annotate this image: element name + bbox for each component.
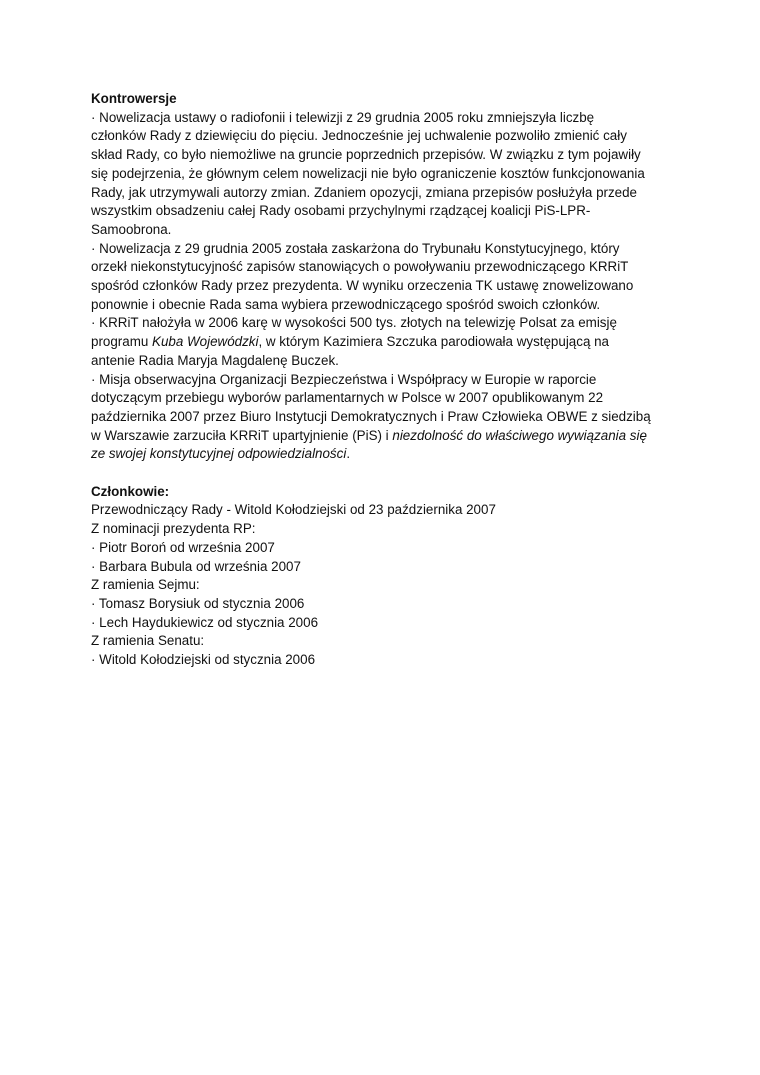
paragraph-osce	[91, 371, 651, 465]
member-line: · Lech Haydukiewicz od stycznia 2006	[91, 614, 319, 630]
member-line: · Witold Kołodziejski od stycznia 2006	[91, 652, 316, 668]
member-line: · Piotr Boroń od września 2007	[91, 539, 275, 555]
paragraph-tribunal: · Nowelizacja z 29 grudnia 2005 została zaskarżona do Trybunału Konstytucyjnego, który orzekł niekonstytucyjność zapisów stanowiących o powoływaniu przewodniczącego KRRiT spośród członków Rady przez prezydenta. W wyniku orzeczenia TK ustawę znowelizowano ponownie i obecnie Rada sama wybiera przewodniczącego spośród swoich członków.	[91, 240, 634, 312]
section-controversies	[91, 90, 651, 464]
program-title: Kuba Wojewódzki	[152, 334, 259, 350]
member-line: · Barbara Bubula od września 2007	[91, 558, 301, 574]
paragraph-osce-text-1: · Misja obserwacyjna Organizacji Bezpieczeństwa i Współpracy w Europie w raporcie dotyczącym przebiegu wyborów parlamentarnych w Polsce w 2007 opublikowanym 22 października 2007 przez Biuro Instytucji Demokratycznych i Praw Człowieka OBWE z siedzibą w Warszawie zarzuciła KRRiT upartyjnienie (PiS) i	[91, 371, 651, 443]
document-body	[91, 90, 651, 670]
member-line: · Tomasz Borysiuk od stycznia 2006	[91, 595, 305, 611]
section-heading-members: Członkowie:	[91, 483, 170, 499]
paragraph-osce-text-2: .	[346, 446, 351, 462]
member-line: Z nominacji prezydenta RP:	[91, 521, 256, 537]
paragraph-fine-text-1: · KRRiT nałożyła w 2006 karę w wysokości 500 tys. złotych na telewizję Polsat za emisję programu	[91, 315, 617, 350]
section-members	[91, 483, 651, 670]
paragraph-fine-text-2: , w którym Kazimiera Szczuka parodiowała występującą na antenie Radia Maryja Magdalenę Buczek.	[91, 334, 610, 368]
paragraph-amendment: · Nowelizacja ustawy o radiofonii i telewizji z 29 grudnia 2005 roku zmniejszyła liczbę członków Rady z dziewięciu do pięciu. Jednocześnie jej uchwalenie pozwoliło zmienić cały skład Rady, co było niemożliwe na gruncie poprzednich przepisów. W związku z tym pojawiły się podejrzenia, że głównym celem nowelizacji nie było ograniczenie kosztów funkcjonowania Rady, jak utrzymywali autorzy zmian. Zdaniem opozycji, zmiana przepisów posłużyła przede wszystkim obsadzeniu całej Rady osobami przychylnymi rządzącej koalicji PiS-LPR-Samoobrona.	[91, 109, 645, 237]
paragraph-fine	[91, 314, 651, 370]
member-line: Przewodniczący Rady - Witold Kołodziejski od 23 października 2007	[91, 502, 496, 518]
member-line: Z ramienia Sejmu:	[91, 577, 200, 593]
osce-quote: niezdolność do właściwego wywiązania się ze swojej konstytucyjnej odpowiedzialności	[91, 427, 647, 462]
section-heading-controversies: Kontrowersje	[91, 91, 177, 106]
member-line: Z ramienia Senatu:	[91, 633, 205, 649]
section-spacer	[91, 464, 651, 483]
